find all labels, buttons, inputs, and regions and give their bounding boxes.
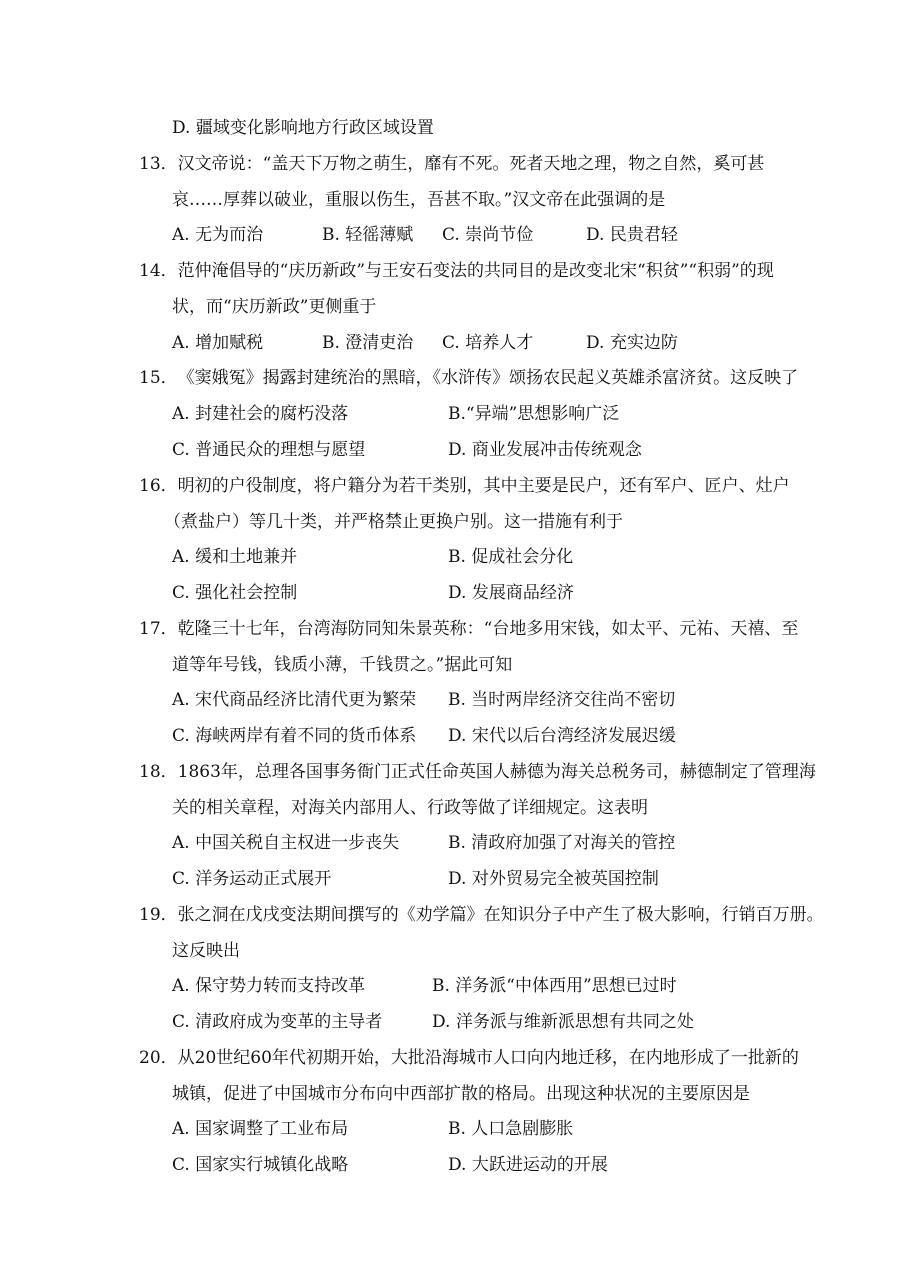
q17-option-c: C. 海峡两岸有着不同的货币体系 [172, 726, 417, 746]
q17-option-d: D. 宋代以后台湾经济发展迟缓 [448, 726, 676, 746]
q19-option-a: A. 保守势力转而支持改革 [172, 976, 366, 996]
q13-option-a: A. 无为而治 [172, 225, 264, 245]
q16-option-c: C. 强化社会控制 [172, 583, 298, 603]
q13-option-b: B. 轻徭薄赋 [322, 225, 414, 245]
q15-option-d: D. 商业发展冲击传统观念 [448, 440, 642, 460]
q20-option-d: D. 大跃进运动的开展 [448, 1155, 608, 1175]
q18-option-a: A. 中国关税自主权进一步丧失 [172, 833, 400, 853]
question-19-line-2: 这反映出 [172, 941, 240, 961]
question-number: 14． [139, 261, 178, 281]
q17-option-a: A. 宋代商品经济比清代更为繁荣 [172, 690, 417, 710]
question-16-line-1: 16．明初的户役制度，将户籍分为若干类别，其中主要是民户，还有军户、匠户、灶户 [139, 476, 790, 496]
question-18-line-2: 关的相关章程，对海关内部用人、行政等做了详细规定。这表明 [172, 798, 648, 818]
question-14-line-1: 14．范仲淹倡导的“庆历新政”与王安石变法的共同目的是改变北宋“积贫”“积弱”的现 [139, 261, 774, 281]
q14-option-b: B. 澄清吏治 [322, 333, 414, 353]
question-17-line-2: 道等年号钱，钱质小薄，千钱贯之。”据此可知 [172, 655, 513, 675]
q20-option-b: B. 人口急剧膨胀 [448, 1119, 574, 1139]
q16-option-d: D. 发展商品经济 [448, 583, 574, 603]
question-number: 18． [139, 762, 178, 782]
q18-option-b: B. 清政府加强了对海关的管控 [448, 833, 676, 853]
question-13-line-2: 哀……厚葬以破业，重服以伤生，吾甚不取。”汉文帝在此强调的是 [172, 190, 666, 210]
q19-option-d: D. 洋务派与维新派思想有共同之处 [432, 1012, 694, 1032]
q16-option-a: A. 缓和土地兼并 [172, 547, 298, 567]
q20-option-a: A. 国家调整了工业布局 [172, 1119, 349, 1139]
q14-option-d: D. 充实边防 [586, 333, 678, 353]
question-number: 15． [139, 368, 178, 388]
question-number: 20． [139, 1048, 178, 1068]
question-20-line-1: 20．从20世纪60年代初期开始，大批沿海城市人口向内地迁移，在内地形成了一批新的 [139, 1048, 799, 1068]
q17-option-b: B. 当时两岸经济交往尚不密切 [448, 690, 676, 710]
question-17-line-1: 17．乾隆三十七年，台湾海防同知朱景英称：“台地多用宋钱，如太平、元祐、天禧、至 [139, 619, 799, 639]
q15-option-b: B.“异端”思想影响广泛 [448, 404, 620, 424]
q16-option-b: B. 促成社会分化 [448, 547, 574, 567]
q15-option-c: C. 普通民众的理想与愿望 [172, 440, 366, 460]
q13-option-d: D. 民贵君轻 [586, 225, 678, 245]
question-number: 17． [139, 619, 178, 639]
question-19-line-1: 19．张之洞在戊戌变法期间撰写的《劝学篇》在知识分子中产生了极大影响，行销百万册。 [139, 905, 824, 925]
q19-option-c: C. 清政府成为变革的主导者 [172, 1012, 383, 1032]
question-number: 19． [139, 905, 178, 925]
q13-option-c: C. 崇尚节俭 [442, 225, 534, 245]
q20-option-c: C. 国家实行城镇化战略 [172, 1155, 349, 1175]
option-d-carryover: D. 疆域变化影响地方行政区域设置 [172, 118, 434, 138]
question-18-line-1: 18．1863年，总理各国事务衙门正式任命英国人赫德为海关总税务司，赫德制定了管理海 [139, 762, 816, 782]
q18-option-c: C. 洋务运动正式展开 [172, 869, 332, 889]
q15-option-a: A. 封建社会的腐朽没落 [172, 404, 349, 424]
q19-option-b: B. 洋务派“中体西用”思想已过时 [432, 976, 677, 996]
question-13-line-1: 13．汉文帝说：“盖天下万物之萌生，靡有不死。死者天地之理，物之自然，奚可甚 [139, 154, 765, 174]
question-number: 16． [139, 476, 178, 496]
question-16-line-2: （煮盐户）等几十类，并严格禁止更换户别。这一措施有利于 [164, 512, 623, 532]
question-20-line-2: 城镇，促进了中国城市分布向中西部扩散的格局。出现这种状况的主要原因是 [172, 1084, 750, 1104]
q14-option-a: A. 增加赋税 [172, 333, 264, 353]
question-number: 13． [139, 154, 178, 174]
q18-option-d: D. 对外贸易完全被英国控制 [448, 869, 659, 889]
question-15-line-1: 15．《窦娥冤》揭露封建统治的黑暗，《水浒传》颂扬农民起义英雄杀富济贫。这反映了 [139, 368, 799, 388]
question-14-line-2: 状，而“庆历新政”更侧重于 [172, 297, 377, 317]
q14-option-c: C. 培养人才 [442, 333, 534, 353]
